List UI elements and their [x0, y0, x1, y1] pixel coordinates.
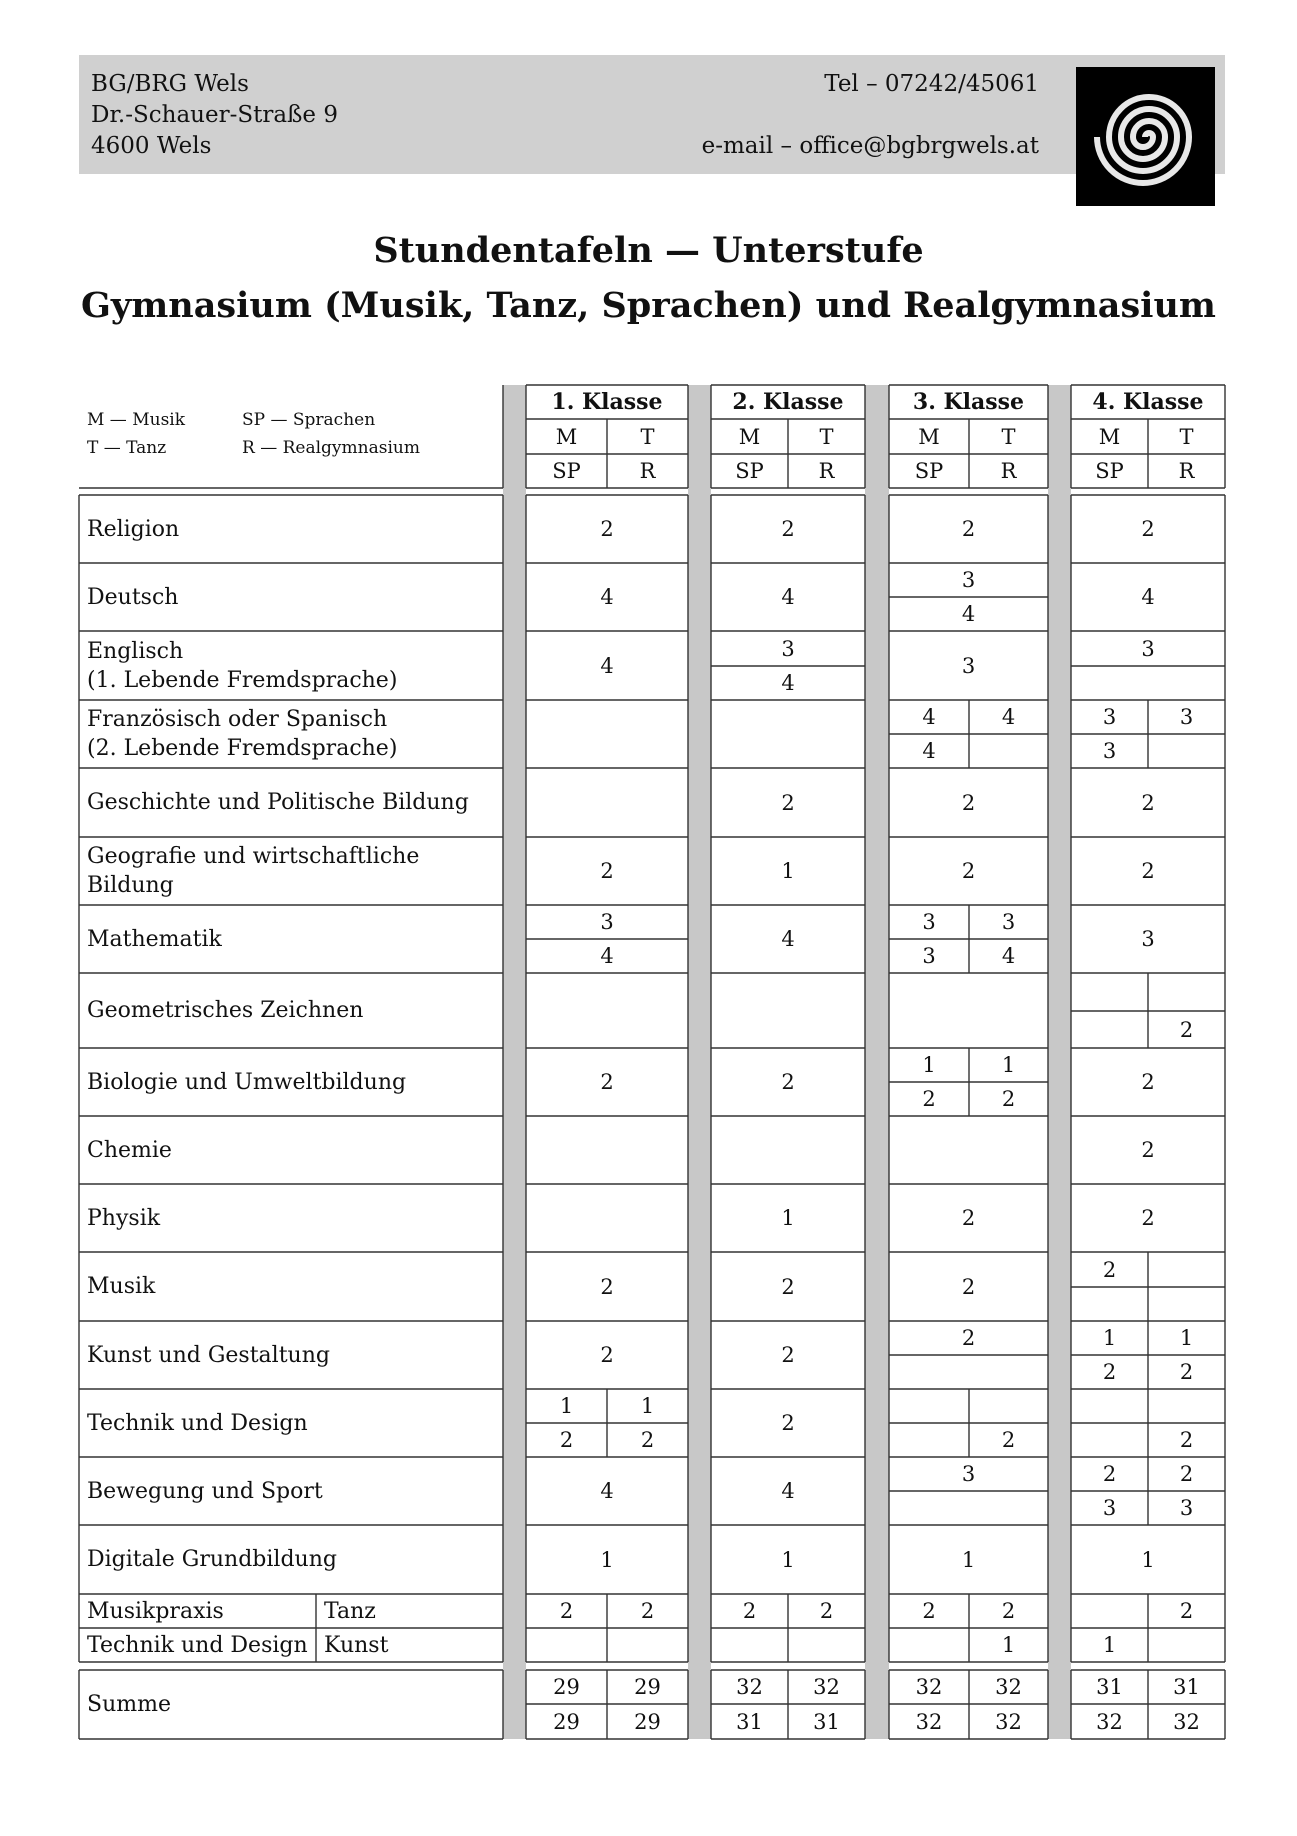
- legend-realgymnasium: R — Realgymnasium: [242, 438, 420, 458]
- value-cell: 2: [559, 1428, 574, 1452]
- value-cell: 4: [922, 705, 936, 729]
- value-cell: [711, 1116, 865, 1184]
- value-cell: 1: [1102, 1633, 1117, 1657]
- summe-value: 32: [736, 1675, 763, 1699]
- value-cell: 2: [922, 1599, 936, 1623]
- value-cell: 4: [600, 653, 614, 678]
- summe-value: 29: [634, 1709, 661, 1734]
- col-label-t: T: [640, 424, 655, 449]
- value-cell: [526, 1628, 607, 1662]
- value-cell: 3: [1179, 1496, 1194, 1520]
- legend-sprachen: SP — Sprachen: [242, 410, 376, 430]
- col-label-sp: SP: [914, 459, 944, 483]
- col-label-m: M: [555, 424, 578, 449]
- value-cell: 2: [1141, 1070, 1155, 1094]
- value-cell: 2: [1179, 1360, 1194, 1384]
- value-cell: [526, 768, 688, 837]
- legend-tanz: T — Tanz: [87, 438, 167, 458]
- value-cell: 1: [640, 1394, 655, 1418]
- subject-label: Geometrisches Zeichnen: [87, 998, 364, 1023]
- value-cell: 2: [1102, 1360, 1117, 1384]
- value-cell: 2: [781, 790, 795, 815]
- value-cell: 2: [922, 1087, 936, 1111]
- summe-value: 29: [553, 1675, 580, 1699]
- value-cell: 2: [1141, 1206, 1155, 1230]
- subject-label: Bewegung und Sport: [87, 1478, 323, 1504]
- extra-row-label: Technik und Design: [87, 1632, 308, 1658]
- summe-value: 32: [1096, 1709, 1123, 1734]
- col-label-sp: SP: [552, 459, 581, 483]
- school-email[interactable]: e-mail – office@bgbrgwels.at: [701, 133, 1039, 159]
- summe-value: 31: [736, 1709, 763, 1734]
- value-cell: 3: [1141, 927, 1155, 951]
- value-cell: 1: [1001, 1633, 1016, 1657]
- value-cell: 1: [781, 859, 795, 883]
- value-cell: [788, 1628, 865, 1662]
- summe-value: 32: [995, 1709, 1022, 1734]
- value-cell: 2: [1141, 859, 1155, 883]
- value-cell: 3: [1179, 705, 1194, 729]
- value-cell: 2: [961, 517, 976, 541]
- value-cell: 4: [600, 585, 614, 609]
- klasse-header-2: 2. Klasse: [732, 389, 844, 415]
- value-cell: [969, 734, 1048, 768]
- extra-row-label: Tanz: [324, 1598, 376, 1624]
- value-cell: 2: [781, 1274, 795, 1299]
- subject-label: Digitale Grundbildung: [87, 1547, 337, 1572]
- value-cell: 2: [961, 790, 976, 815]
- value-cell: 2: [819, 1599, 834, 1623]
- value-cell: 4: [961, 602, 976, 626]
- school-city: 4600 Wels: [91, 133, 212, 159]
- summe-value: 31: [1096, 1675, 1123, 1699]
- value-cell: 2: [1179, 1599, 1194, 1623]
- col-label-t: T: [819, 424, 834, 449]
- summe-value: 32: [1173, 1709, 1200, 1734]
- value-cell: 4: [1001, 705, 1016, 729]
- summe-value: 32: [813, 1675, 840, 1699]
- value-cell: 2: [1141, 517, 1155, 541]
- value-cell: 3: [1102, 1496, 1117, 1520]
- summe-label: Summe: [87, 1692, 171, 1717]
- value-cell: 3: [961, 568, 976, 592]
- value-cell: 3: [781, 636, 795, 661]
- value-cell: 2: [781, 1070, 795, 1094]
- value-cell: 4: [922, 739, 936, 763]
- value-cell: 2: [640, 1599, 655, 1623]
- value-cell: 3: [961, 653, 976, 678]
- value-cell: [1148, 1628, 1225, 1662]
- klasse-header-4: 4. Klasse: [1092, 389, 1204, 415]
- value-cell: 3: [1001, 910, 1016, 934]
- value-cell: 2: [1001, 1599, 1016, 1623]
- school-name: BG/BRG Wels: [91, 71, 249, 97]
- value-cell: 2: [781, 1411, 795, 1435]
- value-cell: 1: [1102, 1326, 1117, 1350]
- value-cell: [711, 1628, 788, 1662]
- value-cell: 1: [1001, 1053, 1016, 1077]
- value-cell: 1: [781, 1206, 795, 1230]
- value-cell: 2: [742, 1599, 757, 1623]
- col-label-m: M: [738, 424, 761, 449]
- value-cell: 4: [781, 671, 795, 695]
- subject-label: Musik: [87, 1274, 156, 1299]
- value-cell: 2: [600, 517, 614, 541]
- subject-label: Chemie: [87, 1137, 172, 1163]
- value-cell: 2: [600, 1070, 614, 1094]
- summe-value: 32: [915, 1675, 943, 1699]
- school-phone: Tel – 07242/45061: [824, 71, 1039, 97]
- extra-row-label: Musikpraxis: [87, 1598, 224, 1624]
- summe-value: 32: [995, 1675, 1022, 1699]
- summe-value: 29: [553, 1709, 580, 1734]
- col-label-m: M: [1098, 424, 1121, 449]
- value-cell: 3: [1141, 636, 1155, 661]
- value-cell: 3: [922, 910, 936, 934]
- value-cell: 2: [961, 1274, 976, 1299]
- value-cell: 2: [1102, 1462, 1117, 1486]
- value-cell: 2: [600, 1343, 614, 1367]
- col-label-r: R: [639, 459, 656, 483]
- value-cell: [1148, 734, 1225, 768]
- separator-column: [865, 385, 889, 1739]
- subject-label: Französisch oder Spanisch (2. Lebende Fremdsprache): [87, 707, 398, 761]
- subject-label: Technik und Design: [87, 1410, 308, 1436]
- col-label-sp: SP: [735, 459, 764, 483]
- school-street: Dr.-Schauer-Straße 9: [91, 102, 338, 128]
- subject-label: Religion: [87, 516, 180, 542]
- value-cell: [889, 1628, 969, 1662]
- klasse-header-3: 3. Klasse: [912, 389, 1025, 415]
- subject-label: Biologie und Umweltbildung: [87, 1069, 407, 1095]
- value-cell: [607, 1628, 688, 1662]
- summe-value: 31: [813, 1709, 840, 1734]
- summe-gap: [79, 1662, 503, 1670]
- subject-label: Kunst und Gestaltung: [87, 1342, 330, 1368]
- subject-label: Englisch (1. Lebende Fremdsprache): [87, 638, 398, 693]
- subject-label: Geschichte und Politische Bildung: [87, 790, 469, 815]
- value-cell: 1: [781, 1547, 795, 1572]
- value-cell: 2: [640, 1428, 655, 1452]
- value-cell: [526, 1116, 688, 1184]
- separator-column: [688, 385, 711, 1739]
- value-cell: 2: [1141, 1138, 1155, 1162]
- value-cell: 4: [781, 1479, 795, 1503]
- value-cell: 2: [781, 1343, 795, 1367]
- subject-label: Geografie und wirtschaftliche Bildung: [87, 844, 420, 898]
- value-cell: 2: [1001, 1087, 1016, 1111]
- value-cell: 2: [781, 517, 795, 541]
- page-title: Stundentafeln — Unterstufe: [373, 230, 924, 271]
- value-cell: 1: [559, 1394, 574, 1418]
- value-cell: 4: [1141, 585, 1155, 609]
- legend-musik: M — Musik: [87, 410, 186, 430]
- value-cell: 4: [1001, 944, 1016, 968]
- col-label-m: M: [918, 424, 940, 449]
- value-cell: 2: [600, 859, 614, 883]
- value-cell: 2: [1102, 1257, 1117, 1282]
- value-cell: 2: [1141, 790, 1155, 815]
- page-subtitle: Gymnasium (Musik, Tanz, Sprachen) und Realgymnasium: [81, 285, 1216, 326]
- value-cell: 3: [1102, 705, 1117, 729]
- value-cell: 3: [600, 910, 614, 934]
- value-cell: 2: [600, 1274, 614, 1299]
- value-cell: 3: [1102, 739, 1117, 763]
- value-cell: 4: [781, 585, 795, 609]
- value-cell: 1: [922, 1053, 936, 1077]
- col-label-r: R: [1178, 459, 1195, 483]
- value-cell: 2: [1001, 1428, 1016, 1452]
- subject-label: Mathematik: [87, 926, 222, 952]
- value-cell: 2: [1179, 1017, 1194, 1042]
- summe-value: 29: [634, 1675, 661, 1699]
- value-cell: [889, 1116, 1048, 1184]
- extra-row-label: Kunst: [324, 1632, 389, 1658]
- value-cell: 1: [1141, 1547, 1155, 1572]
- separator-column: [1048, 385, 1071, 1739]
- subject-label: Deutsch: [87, 584, 179, 610]
- value-cell: 1: [961, 1547, 976, 1572]
- value-cell: 2: [559, 1599, 574, 1623]
- value-cell: 4: [600, 944, 614, 968]
- col-label-t: T: [1001, 424, 1016, 449]
- value-cell: 3: [922, 944, 936, 968]
- col-label-sp: SP: [1095, 459, 1124, 483]
- value-cell: 2: [1179, 1462, 1194, 1486]
- value-cell: 1: [1179, 1326, 1194, 1350]
- value-cell: 3: [961, 1462, 976, 1486]
- value-cell: 2: [961, 1326, 976, 1350]
- value-cell: 2: [1179, 1428, 1194, 1452]
- col-label-t: T: [1179, 424, 1194, 449]
- value-cell: [526, 1184, 688, 1252]
- col-label-r: R: [1000, 459, 1017, 483]
- value-cell: 4: [600, 1479, 614, 1503]
- value-cell: 2: [961, 859, 976, 883]
- summe-value: 32: [915, 1709, 943, 1734]
- col-label-r: R: [818, 459, 835, 483]
- value-cell: 2: [961, 1206, 976, 1230]
- klasse-header-1: 1. Klasse: [551, 389, 663, 415]
- value-cell: 1: [600, 1547, 614, 1572]
- subject-label: Physik: [87, 1205, 161, 1231]
- summe-value: 31: [1173, 1675, 1200, 1699]
- value-cell: 4: [781, 927, 795, 951]
- value-cell: [1071, 1594, 1148, 1628]
